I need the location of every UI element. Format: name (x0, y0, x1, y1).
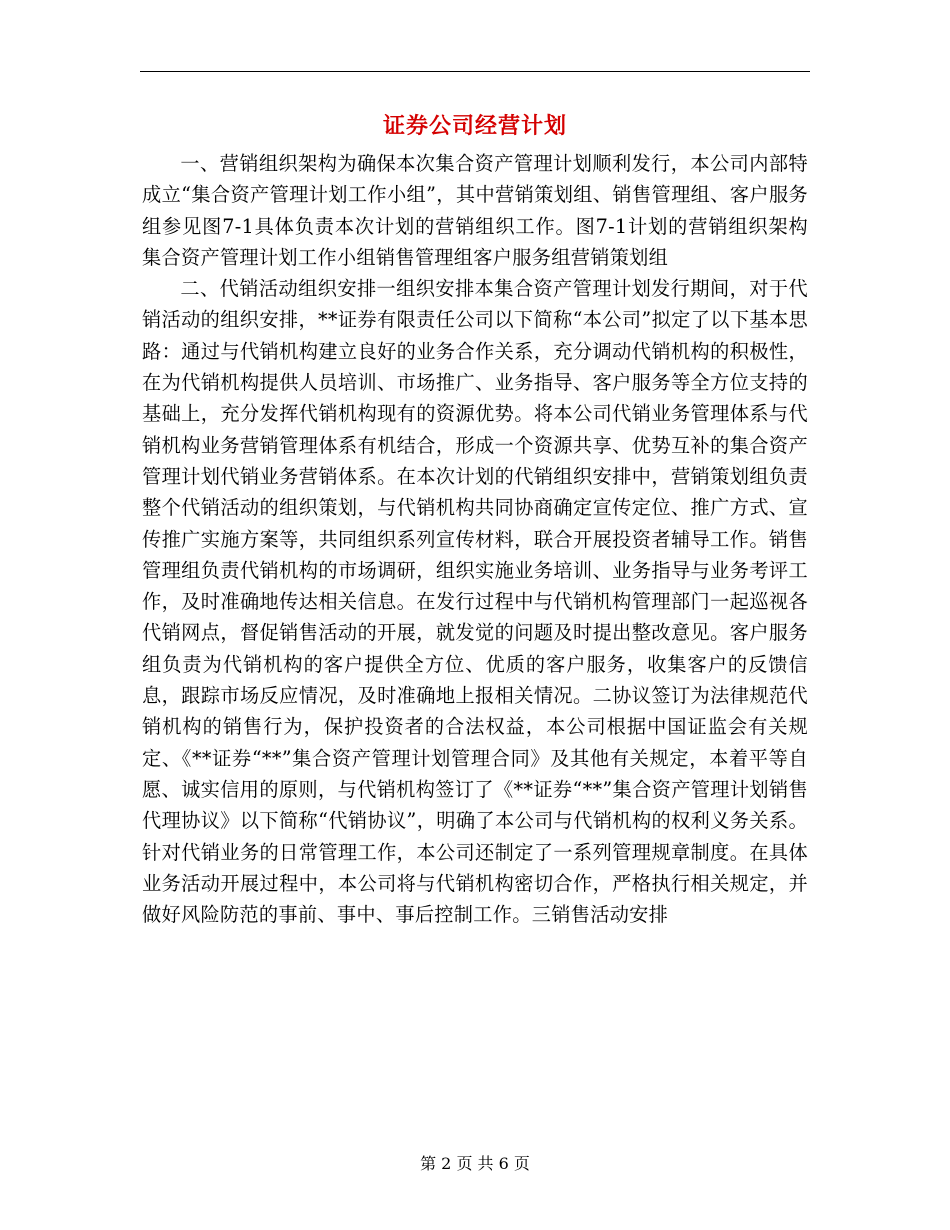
document-body (142, 148, 808, 930)
header-rule (140, 71, 810, 72)
paragraph-marketing-organization: 一、营销组织架构为确保本次集合资产管理计划顺利发行，本公司内部特成立“集合资产管理计划工作小组”，其中营销策划组、销售管理组、客户服务组参见图7-1具体负责本次计划的营销组织工作。图7-1计划的营销组织架构集合资产管理计划工作小组销售管理组客户服务组营销策划组 (142, 152, 808, 269)
page-number-footer: 第 2 页 共 6 页 (420, 1154, 530, 1173)
document-title: 证券公司经营计划 (382, 113, 567, 139)
paragraph-distribution-arrangement: 二、代销活动组织安排一组织安排本集合资产管理计划发行期间，对于代销活动的组织安排，**证券有限责任公司以下简称“本公司”拟定了以下基本思路：通过与代销机构建立良好的业务合作关系，充分调动代销机构的积极性，在为代销机构提供人员培训、市场推广、业务指导、客户服务等全方位支持的基础上，充分发挥代销机构现有的资源优势。将本公司代销业务管理体系与代销机构业务营销管理体系有机结合，形成一个资源共享、优势互补的集合资产管理计划代销业务营销体系。在本次计划的代销组织安排中，营销策划组负责整个代销活动的组织策划，与代销机构共同协商确定宣传定位、推广方式、宣传推广实施方案等，共同组织系列宣传材料，联合开展投资者辅导工作。销售管理组负责代销机构的市场调研，组织实施业务培训、业务指导与业务考评工作，及时准确地传达相关信息。在发行过程中与代销机构管理部门一起巡视各代销网点，督促销售活动的开展，就发觉的问题及时提出整改意见。客户服务组负责为代销机构的客户提供全方位、优质的客户服务，收集客户的反馈信息，跟踪市场反应情况，及时准确地上报相关情况。二协议签订为法律规范代销机构的销售行为，保护投资者的合法权益，本公司根据中国证监会有关规定、《**证券“**”集合资产管理计划管理合同》及其他有关规定，本着平等自愿、诚实信用的原则，与代销机构签订了《**证券“**”集合资产管理计划销售代理协议》以下简称“代销协议”，明确了本公司与代销机构的权利义务关系。针对代销业务的日常管理工作，本公司还制定了一系列管理规章制度。在具体业务活动开展过程中，本公司将与代销机构密切合作，严格执行相关规定，并做好风险防范的事前、事中、事后控制工作。三销售活动安排 (142, 277, 808, 927)
